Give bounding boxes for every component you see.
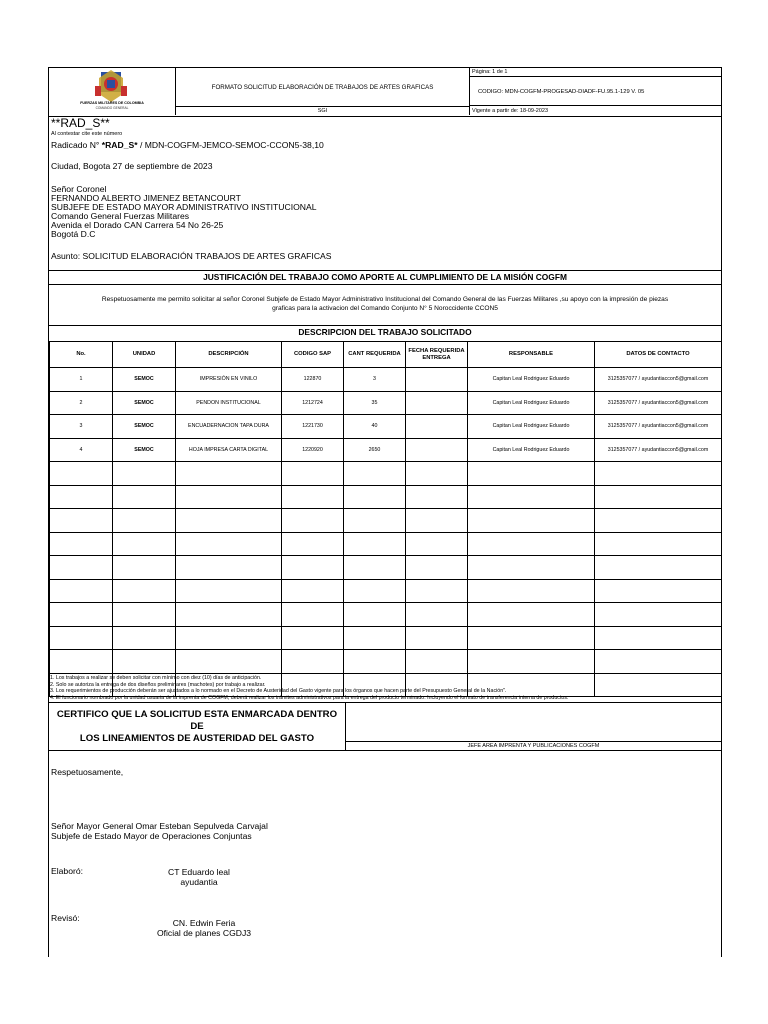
table-cell bbox=[595, 509, 722, 533]
table-cell bbox=[282, 556, 344, 580]
table-cell bbox=[406, 509, 468, 533]
sgi-label: SGI bbox=[176, 107, 470, 115]
table-cell: Capitan Leal Rodriguez Eduardo bbox=[468, 368, 595, 392]
table-cell: 1212724 bbox=[282, 391, 344, 415]
table-cell bbox=[468, 462, 595, 486]
asunto: Asunto: SOLICITUD ELABORACIÓN TRABAJOS DE ARTES GRAFICAS bbox=[51, 251, 332, 261]
table-cell: HOJA IMPRESA CARTA DIGITAL bbox=[176, 438, 282, 462]
table-cell bbox=[50, 485, 113, 509]
cite-note: Al contestar cite este número bbox=[51, 131, 123, 137]
column-header: FECHA REQUERIDA ENTREGA bbox=[406, 342, 468, 368]
table-cell bbox=[468, 626, 595, 650]
table-cell bbox=[176, 556, 282, 580]
signer-name: Señor Mayor General Omar Esteban Sepulveda Carvajal bbox=[51, 821, 268, 831]
items-body bbox=[50, 368, 722, 697]
table-row-empty bbox=[50, 462, 722, 486]
table-cell bbox=[113, 532, 176, 556]
table-cell: 3125357077 / ayudantiaccon5@gmail.com bbox=[595, 415, 722, 439]
table-cell bbox=[406, 438, 468, 462]
certification-line-2: LOS LINEAMIENTOS DE AUSTERIDAD DEL GASTO bbox=[79, 732, 315, 744]
note-item: 1. Los trabajos a realizar se deben solicitar con mínimo con diez (10) días de anticipación. bbox=[50, 675, 262, 681]
table-cell bbox=[282, 532, 344, 556]
table-cell: PENDON INSTITUCIONAL bbox=[176, 391, 282, 415]
table-cell: 3 bbox=[50, 415, 113, 439]
table-row-empty bbox=[50, 626, 722, 650]
table-cell bbox=[282, 603, 344, 627]
column-header: CANT REQUERIDA bbox=[344, 342, 406, 368]
divider bbox=[49, 325, 721, 326]
table-cell bbox=[344, 579, 406, 603]
table-cell: 4 bbox=[50, 438, 113, 462]
table-cell bbox=[468, 485, 595, 509]
table-cell bbox=[282, 650, 344, 674]
column-header: CODIGO SAP bbox=[282, 342, 344, 368]
table-cell bbox=[344, 603, 406, 627]
radicado-suffix: / MDN-COGFM-JEMCO-SEMOC-CCON5-38,10 bbox=[137, 140, 324, 150]
table-cell bbox=[176, 485, 282, 509]
table-row-empty bbox=[50, 556, 722, 580]
signer-title: Subjefe de Estado Mayor de Operaciones Conjuntas bbox=[51, 831, 252, 841]
table-cell bbox=[344, 532, 406, 556]
table-cell: Capitan Leal Rodriguez Eduardo bbox=[468, 438, 595, 462]
addressee-line-6: Bogotá D.C bbox=[51, 229, 96, 239]
table-cell bbox=[406, 532, 468, 556]
table-cell bbox=[344, 556, 406, 580]
addressee-line-1: Señor Coronel bbox=[51, 184, 107, 194]
logo-cell bbox=[49, 68, 176, 115]
table-cell bbox=[50, 650, 113, 674]
table-row bbox=[50, 368, 722, 392]
table-cell bbox=[468, 650, 595, 674]
city-date: Ciudad, Bogota 27 de septiembre de 2023 bbox=[51, 161, 213, 171]
table-cell bbox=[176, 579, 282, 603]
page-number: Página: 1 de 1 bbox=[470, 68, 721, 77]
table-cell: 35 bbox=[344, 391, 406, 415]
table-cell: 122870 bbox=[282, 368, 344, 392]
table-cell: 40 bbox=[344, 415, 406, 439]
divider bbox=[49, 270, 721, 271]
table-cell bbox=[282, 509, 344, 533]
table-cell bbox=[595, 532, 722, 556]
table-cell: ENCUADERNACION TAPA DURA bbox=[176, 415, 282, 439]
table-cell: SEMOC bbox=[113, 438, 176, 462]
table-cell bbox=[406, 485, 468, 509]
table-row-empty bbox=[50, 650, 722, 674]
radicado-number: *RAD_S* bbox=[101, 140, 138, 150]
table-cell bbox=[595, 462, 722, 486]
table-cell: SEMOC bbox=[113, 368, 176, 392]
table-cell bbox=[113, 509, 176, 533]
addressee-line-3: SUBJEFE DE ESTADO MAYOR ADMINISTRATIVO INSTITUCIONAL bbox=[51, 202, 317, 212]
table-cell: 2650 bbox=[344, 438, 406, 462]
table-cell bbox=[50, 556, 113, 580]
table-row-empty bbox=[50, 579, 722, 603]
table-cell: IMPRESIÓN EN VINILO bbox=[176, 368, 282, 392]
rad-placeholder: **RAD_S** bbox=[51, 116, 110, 130]
valid-from: Vigente a partir de: 18-09-2023 bbox=[472, 108, 549, 114]
elaboro-name: CT Eduardo leal bbox=[168, 867, 230, 877]
document-page bbox=[48, 67, 722, 957]
table-cell: 3125357077 / ayudantiaccon5@gmail.com bbox=[595, 391, 722, 415]
table-cell bbox=[113, 650, 176, 674]
table-cell bbox=[468, 556, 595, 580]
justificacion-line-2: graficas para la activacion del Comando Conjunto N° 5 Noroccidente CCON5 bbox=[272, 305, 498, 312]
column-header: DESCRIPCIÓN bbox=[176, 342, 282, 368]
table-cell bbox=[406, 368, 468, 392]
jefe-signature-label: JEFE AREA IMPRENTA Y PUBLICACIONES COGFM bbox=[346, 741, 721, 750]
logo-caption: FUERZAS MILITARES DE COLOMBIA bbox=[80, 101, 144, 105]
descripcion-heading: DESCRIPCION DEL TRABAJO SOLICITADO bbox=[298, 327, 472, 337]
radicado-line bbox=[51, 140, 324, 150]
reviso-label: Revisó: bbox=[51, 913, 80, 923]
certification-text bbox=[49, 703, 346, 750]
column-header: DATOS DE CONTACTO bbox=[595, 342, 722, 368]
form-title: FORMATO SOLICITUD ELABORACIÓN DE TRABAJOS DE ARTES GRAFICAS bbox=[176, 68, 470, 107]
table-cell bbox=[595, 485, 722, 509]
table-cell bbox=[282, 485, 344, 509]
table-cell bbox=[113, 485, 176, 509]
table-cell bbox=[113, 462, 176, 486]
form-code: CODIGO: MDN-COGFM-PROGESAD-DIADF-FU.95.1-129 V. 05 bbox=[470, 78, 721, 106]
table-cell bbox=[406, 462, 468, 486]
table-cell: 1 bbox=[50, 368, 113, 392]
table-cell: 3125357077 / ayudantiaccon5@gmail.com bbox=[595, 368, 722, 392]
justificacion-heading: JUSTIFICACIÓN DEL TRABAJO COMO APORTE AL CUMPLIMIENTO DE LA MISIÓN COGFM bbox=[203, 272, 567, 282]
table-cell bbox=[50, 579, 113, 603]
form-header bbox=[49, 67, 721, 117]
addressee-line-5: Avenida el Dorado CAN Carrera 54 No 26-25 bbox=[51, 220, 224, 230]
table-cell bbox=[176, 532, 282, 556]
table-cell: SEMOC bbox=[113, 415, 176, 439]
table-cell bbox=[406, 556, 468, 580]
table-cell bbox=[595, 579, 722, 603]
items-table bbox=[49, 341, 722, 697]
certification-box bbox=[49, 702, 721, 751]
table-cell bbox=[176, 650, 282, 674]
logo-subcaption: COMANDO GENERAL bbox=[95, 106, 129, 110]
table-cell bbox=[50, 603, 113, 627]
table-cell: 3 bbox=[344, 368, 406, 392]
elaboro-role: ayudantia bbox=[180, 877, 218, 887]
table-cell bbox=[176, 509, 282, 533]
table-cell: 2 bbox=[50, 391, 113, 415]
table-cell bbox=[50, 626, 113, 650]
table-cell bbox=[113, 603, 176, 627]
table-row-empty bbox=[50, 603, 722, 627]
table-cell bbox=[406, 579, 468, 603]
table-cell bbox=[176, 626, 282, 650]
elaboro-label: Elaboró: bbox=[51, 866, 84, 876]
table-cell bbox=[406, 626, 468, 650]
column-header: UNIDAD bbox=[113, 342, 176, 368]
reviso-name: CN. Edwin Feria bbox=[172, 918, 236, 928]
table-cell bbox=[50, 509, 113, 533]
justificacion-text bbox=[49, 295, 721, 313]
table-cell bbox=[344, 485, 406, 509]
table-cell bbox=[282, 626, 344, 650]
table-cell bbox=[468, 532, 595, 556]
table-cell bbox=[344, 462, 406, 486]
table-cell bbox=[282, 462, 344, 486]
table-row bbox=[50, 438, 722, 462]
table-cell bbox=[595, 603, 722, 627]
column-header: No. bbox=[50, 342, 113, 368]
addressee-line-2: FERNANDO ALBERTO JIMENEZ BETANCOURT bbox=[51, 193, 241, 203]
table-cell bbox=[176, 462, 282, 486]
note-item: 4. El funcionario nombrado por la unidad usuaria de la imprenta de COGFM, deberá realizar los trámites administrativos para la entrega del producto terminado. Incluyendo el formato de transferencia interna de productos. bbox=[50, 694, 569, 701]
certification-line-1: CERTIFICO QUE LA SOLICITUD ESTA ENMARCADA DENTRO DE bbox=[56, 708, 338, 732]
table-header-row bbox=[50, 342, 722, 368]
table-cell bbox=[176, 603, 282, 627]
table-cell bbox=[344, 509, 406, 533]
reviso-role: Oficial de planes CGDJ3 bbox=[156, 928, 252, 938]
table-cell: Capitan Leal Rodriguez Eduardo bbox=[468, 415, 595, 439]
note-item: 3. Los requerimientos de producción deberán ser ajustados a lo normado en el Decreto de Austeridad del Gasto vigente para los órganos que hacen parte del Presupuesto General de la Nación". bbox=[50, 688, 507, 694]
table-cell: 1221730 bbox=[282, 415, 344, 439]
radicado-prefix: Radicado N° bbox=[51, 140, 102, 150]
table-cell bbox=[406, 391, 468, 415]
table-cell bbox=[113, 556, 176, 580]
table-cell bbox=[468, 579, 595, 603]
table-cell bbox=[595, 626, 722, 650]
table-cell bbox=[406, 603, 468, 627]
note-item: 2. Solo se autoriza la entrega de dos diseños preliminares (machotes) por trabajo a realizar. bbox=[50, 681, 266, 688]
table-row bbox=[50, 391, 722, 415]
table-cell bbox=[50, 462, 113, 486]
table-cell bbox=[595, 556, 722, 580]
table-cell bbox=[113, 626, 176, 650]
table-cell bbox=[468, 603, 595, 627]
table-cell bbox=[406, 650, 468, 674]
table-cell: SEMOC bbox=[113, 391, 176, 415]
table-cell: Capitan Leal Rodriguez Eduardo bbox=[468, 391, 595, 415]
table-cell bbox=[50, 532, 113, 556]
table-cell: 1220920 bbox=[282, 438, 344, 462]
table-cell bbox=[282, 579, 344, 603]
divider bbox=[49, 284, 721, 285]
table-row bbox=[50, 415, 722, 439]
table-cell bbox=[113, 579, 176, 603]
table-cell bbox=[468, 509, 595, 533]
table-row-empty bbox=[50, 532, 722, 556]
table-cell bbox=[595, 650, 722, 674]
closing-respetuosamente: Respetuosamente, bbox=[51, 767, 124, 777]
justificacion-line-1: Respetuosamente me permito solicitar al señor Coronel Subjefe de Estado Mayor Administrativo Institucional del Comando General de las Fuerzas Militares ,su apoyo con la impresión de piezas bbox=[101, 296, 669, 303]
column-header: RESPONSABLE bbox=[468, 342, 595, 368]
notes bbox=[49, 675, 721, 701]
table-cell bbox=[344, 650, 406, 674]
table-row-empty bbox=[50, 485, 722, 509]
table-cell bbox=[344, 626, 406, 650]
table-cell bbox=[406, 415, 468, 439]
addressee-line-4: Comando General Fuerzas Militares bbox=[51, 211, 190, 221]
table-cell: 3125357077 / ayudantiaccon5@gmail.com bbox=[595, 438, 722, 462]
table-row-empty bbox=[50, 509, 722, 533]
